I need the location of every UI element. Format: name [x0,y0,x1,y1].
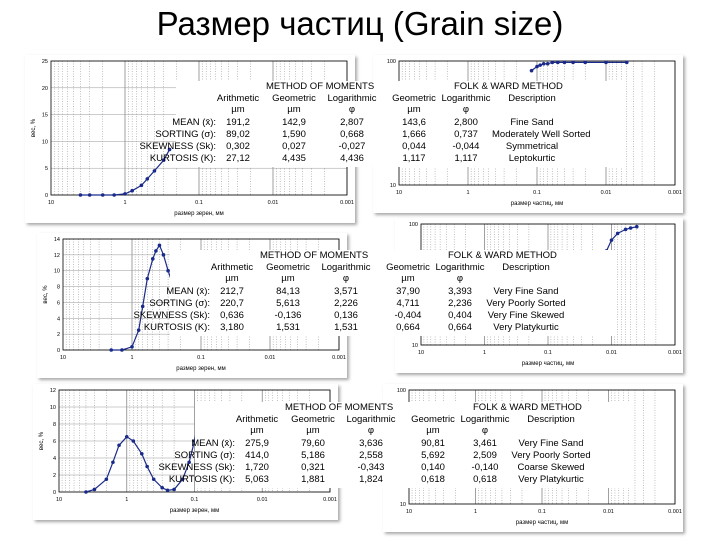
data-point [120,348,124,352]
stat-value: 0,302 [226,141,250,152]
column-label: Geometric [266,262,310,273]
stat-value: 275,9 [245,438,269,449]
data-point [563,61,567,65]
y-tick-label: 10 [389,183,396,189]
x-tick-label: 1 [130,355,134,361]
y-tick-label: 25 [41,59,48,65]
column-label: Description [502,262,550,273]
data-point [616,232,620,236]
x-axis-label: размер зерен, мм [169,508,220,514]
stat-value: 0,664 [448,322,472,333]
stat-value: 2,236 [448,298,472,309]
stat-value: 0,321 [301,462,325,473]
y-tick-label: 4 [56,316,60,323]
stat-value: 1,117 [402,153,426,164]
stat-value: 212,7 [220,286,244,297]
unit-label: µm [287,104,301,115]
stat-value: 1,881 [301,474,325,485]
column-label: Logarithmic [460,414,510,425]
description-cell: Very Poorly Sorted [486,298,566,309]
folk-ward-header: FOLK & WARD METHOD [454,81,563,92]
data-point [109,348,113,352]
row-label: MEAN (x̄): [172,117,216,128]
stat-value: 3,571 [334,286,358,297]
stat-value: 4,435 [282,153,306,164]
folk-ward-header: FOLK & WARD METHOD [448,250,557,261]
y-tick-label: 10 [49,405,56,411]
stat-value: 1,824 [359,474,383,485]
stat-value: 0,136 [334,310,358,321]
data-point [604,61,608,65]
data-point [123,192,127,196]
stat-value: 3,393 [448,286,472,297]
data-point [130,345,134,349]
x-tick-label: 0.01 [606,350,617,356]
data-point [88,193,92,197]
column-label: Geometric [411,414,455,425]
stat-value: 2,807 [340,117,364,128]
data-point [610,238,614,242]
data-point [535,65,539,69]
stat-value: 0,636 [220,310,244,321]
column-label: Geometric [392,93,436,104]
data-point [583,61,587,65]
y-tick-label: 0 [56,348,60,354]
stat-value: 0,664 [396,322,420,333]
description-cell: Very Fine Sand [493,286,559,297]
column-label: Arithmetic [216,93,260,104]
stat-value: 37,90 [396,286,420,297]
x-axis-label: размер частиц, мм [515,520,569,526]
stat-value: 191,2 [226,117,250,128]
data-point [79,193,83,197]
data-point [145,177,149,181]
y-tick-label: 20 [41,85,48,92]
description-cell: Very Fine Sand [518,438,584,449]
description-cell: Moderately Well Sorted [492,129,591,140]
unit-label: µm [426,425,440,436]
data-point [162,253,166,257]
data-point [125,435,129,439]
x-tick-label: 10 [47,200,55,206]
stat-value: 5,063 [245,474,269,485]
x-tick-label: 0.1 [538,509,546,515]
x-tick-label: 0.01 [256,497,268,503]
unit-label: φ [456,273,464,284]
page-title: Размер частиц (Grain size) [156,5,564,42]
stat-value: 220,7 [220,298,244,309]
column-label: Logarithmic [435,262,485,273]
x-tick-label: 10 [417,350,425,356]
column-label: Logarithmic [327,93,377,104]
stat-value: 4,436 [340,153,364,164]
column-label: Geometric [272,93,316,104]
data-point [551,61,555,65]
row-label: KURTOSIS (K): [149,153,216,164]
x-tick-label: 0.01 [267,200,279,206]
x-tick-label: 10 [55,497,63,503]
data-point [160,486,164,490]
stat-value: 79,60 [301,438,325,449]
row-label: KURTOSIS (K): [168,474,235,485]
y-tick-label: 14 [53,237,60,243]
y-tick-label: 12 [53,252,60,259]
row-label: SORTING (σ): [155,129,216,140]
stat-value: 2,509 [473,450,497,461]
x-tick-label: 0.001 [323,497,337,503]
stat-value: 2,226 [334,298,358,309]
row-label: KURTOSIS (K): [143,322,210,333]
stat-value: 84,13 [276,286,300,297]
x-tick-label: 0.001 [340,200,354,206]
x-tick-label: 0.1 [195,200,203,206]
folk-ward-header: FOLK & WARD METHOD [473,402,582,413]
y-tick-label: 15 [41,112,48,119]
row-label: SORTING (σ): [174,450,235,461]
description-cell: Very Platykurtic [518,474,584,485]
x-tick-label: 10 [59,355,67,361]
data-point [624,228,628,232]
unit-label: µm [306,425,320,436]
data-point [538,63,542,67]
x-tick-label: 0.01 [603,509,614,515]
row-label: MEAN (x̄): [166,286,210,297]
stat-value: 3,461 [473,438,497,449]
column-label: Logarithmic [321,262,371,273]
stat-value: 89,02 [226,129,250,140]
description-cell: Symmetrical [505,141,559,152]
stat-value: 1,590 [282,129,306,140]
stat-value: 0,044 [402,141,426,152]
y-tick-label: 8 [56,284,60,291]
x-tick-label: 0.01 [600,190,612,196]
stat-value: 4,711 [396,298,420,309]
data-point [111,460,115,464]
x-tick-label: 0.1 [544,350,552,356]
y-tick-label: 8 [52,422,56,428]
y-tick-label: 0 [52,490,56,496]
row-label: SKEWNESS (Sk): [139,141,216,152]
y-axis-label: вес, % [43,285,49,304]
data-point [166,489,170,493]
x-tick-label: 0.1 [533,190,541,196]
y-tick-label: 10 [41,139,48,146]
data-point [140,452,144,456]
data-point [629,226,633,230]
description-cell: Fine Sand [510,117,554,128]
data-point [112,193,116,197]
stat-value: 0,027 [282,141,306,152]
stat-value: 1,531 [276,322,300,333]
stat-value: 0,618 [473,474,497,485]
x-axis-label: размер частиц, мм [510,201,564,207]
stat-value: 27,12 [226,153,250,164]
x-axis-label: размер частиц, мм [521,361,575,367]
column-label: Geometric [291,414,335,425]
data-point [546,62,550,66]
stat-value: -0,343 [357,462,385,473]
stat-value: 5,692 [421,450,445,461]
y-tick-label: 10 [411,343,418,349]
x-tick-label: 0.1 [190,497,199,503]
data-point [542,62,546,66]
unit-label: φ [367,425,375,436]
data-point [635,225,639,229]
data-point [132,439,136,443]
x-tick-label: 0.001 [668,190,682,196]
x-tick-label: 0.001 [332,355,346,361]
stat-value: 0,737 [454,129,478,140]
data-point [137,328,141,332]
stat-value: -0,140 [471,462,499,473]
data-point [158,244,162,248]
unit-label: φ [342,273,350,284]
data-point [117,443,121,447]
stat-value: 414,0 [245,450,269,461]
data-point [625,61,629,65]
stat-value: 143,6 [402,117,426,128]
stat-value: -0,136 [274,310,302,321]
y-tick-label: 100 [408,222,418,228]
data-point [84,490,88,494]
y-tick-label: 2 [52,473,56,479]
stat-value: 90,81 [421,438,445,449]
column-label: Logarithmic [346,414,396,425]
stat-value: 3,180 [220,322,244,333]
x-tick-label: 1 [473,509,478,515]
stat-value: 2,800 [454,117,478,128]
column-label: Geometric [386,262,430,273]
stat-value: 0,668 [340,129,364,140]
y-axis-label: вес, % [39,431,45,451]
data-point [101,193,105,197]
unit-label: φ [481,425,489,436]
y-tick-label: 12 [49,388,56,394]
stat-value: 5,613 [276,298,300,309]
y-axis-label: вес, % [31,118,37,138]
description-cell: Leptokurtic [508,153,556,164]
y-tick-label: 0 [44,193,48,199]
stats-table-1 [139,81,622,167]
data-point [93,488,97,492]
stat-value: 1,666 [402,129,426,140]
x-tick-label: 1 [125,497,129,503]
data-point [140,184,144,188]
x-tick-label: 0.01 [264,355,276,361]
stat-value: 3,636 [359,438,383,449]
unit-label: µm [281,273,295,284]
data-point [571,61,575,65]
stat-value: -0,027 [338,141,366,152]
data-point [172,488,176,492]
moments-header: METHOD OF MOMENTS [266,81,375,92]
row-label: SKEWNESS (Sk): [133,310,210,321]
x-axis-label: размер зерен, мм [174,211,224,217]
data-point [141,305,145,309]
unit-label: φ [462,104,470,115]
unit-label: µm [401,273,415,284]
y-tick-label: 100 [386,59,396,65]
data-point [152,477,156,481]
column-label: Arithmetic [235,414,279,425]
x-tick-label: 10 [405,509,413,515]
data-point [154,249,158,253]
description-cell: Very Platykurtic [493,322,559,333]
stat-value: 1,720 [245,462,269,473]
column-label: Description [508,93,556,104]
y-tick-label: 4 [52,456,56,462]
x-tick-label: 0.1 [197,355,205,361]
stats-table-2 [133,250,615,336]
data-point [105,477,109,481]
y-tick-label: 2 [56,332,60,339]
x-tick-label: 10 [395,190,403,196]
stat-value: 2,558 [359,450,383,461]
column-label: Arithmetic [210,262,254,273]
moments-header: METHOD OF MOMENTS [285,402,394,413]
stat-value: 142,9 [282,117,306,128]
row-label: MEAN (x̄): [191,438,235,449]
y-tick-label: 5 [44,166,48,173]
stat-value: 0,618 [421,474,445,485]
stat-value: 0,404 [448,310,472,321]
y-tick-label: 6 [52,439,56,445]
description-cell: Very Fine Skewed [487,310,565,321]
x-tick-label: 1 [466,190,470,196]
y-tick-label: 100 [396,388,406,394]
row-label: SKEWNESS (Sk): [158,462,235,473]
x-tick-label: 1 [482,350,487,356]
stat-value: -0,044 [452,141,480,152]
unit-label: φ [348,104,356,115]
data-point [556,61,560,65]
unit-label: µm [250,425,264,436]
data-point [130,189,134,193]
x-axis-label: размер зерен, мм [176,366,226,372]
stat-value: 0,140 [421,462,445,473]
stat-value: 5,186 [301,450,325,461]
row-label: SORTING (σ): [149,298,210,309]
y-tick-label: 10 [399,502,406,508]
stat-value: 1,531 [334,322,358,333]
description-cell: Very Poorly Sorted [511,450,591,461]
y-tick-label: 6 [56,300,60,307]
stat-value: 1,117 [454,153,478,164]
data-point [151,257,155,261]
column-label: Description [527,414,575,425]
unit-label: µm [231,104,245,115]
x-tick-label: 0.001 [668,350,682,356]
data-point [153,169,157,173]
unit-label: µm [225,273,239,284]
column-label: Logarithmic [441,93,491,104]
data-point [145,465,149,469]
data-point [146,277,150,281]
x-tick-label: 0.001 [668,509,682,515]
y-tick-label: 10 [53,268,60,275]
x-tick-label: 1 [123,200,127,206]
stats-table-3 [158,402,632,488]
moments-header: METHOD OF MOMENTS [260,250,369,261]
unit-label: µm [407,104,421,115]
description-cell: Coarse Skewed [517,462,585,473]
stat-value: -0,404 [394,310,422,321]
data-point [530,69,534,73]
